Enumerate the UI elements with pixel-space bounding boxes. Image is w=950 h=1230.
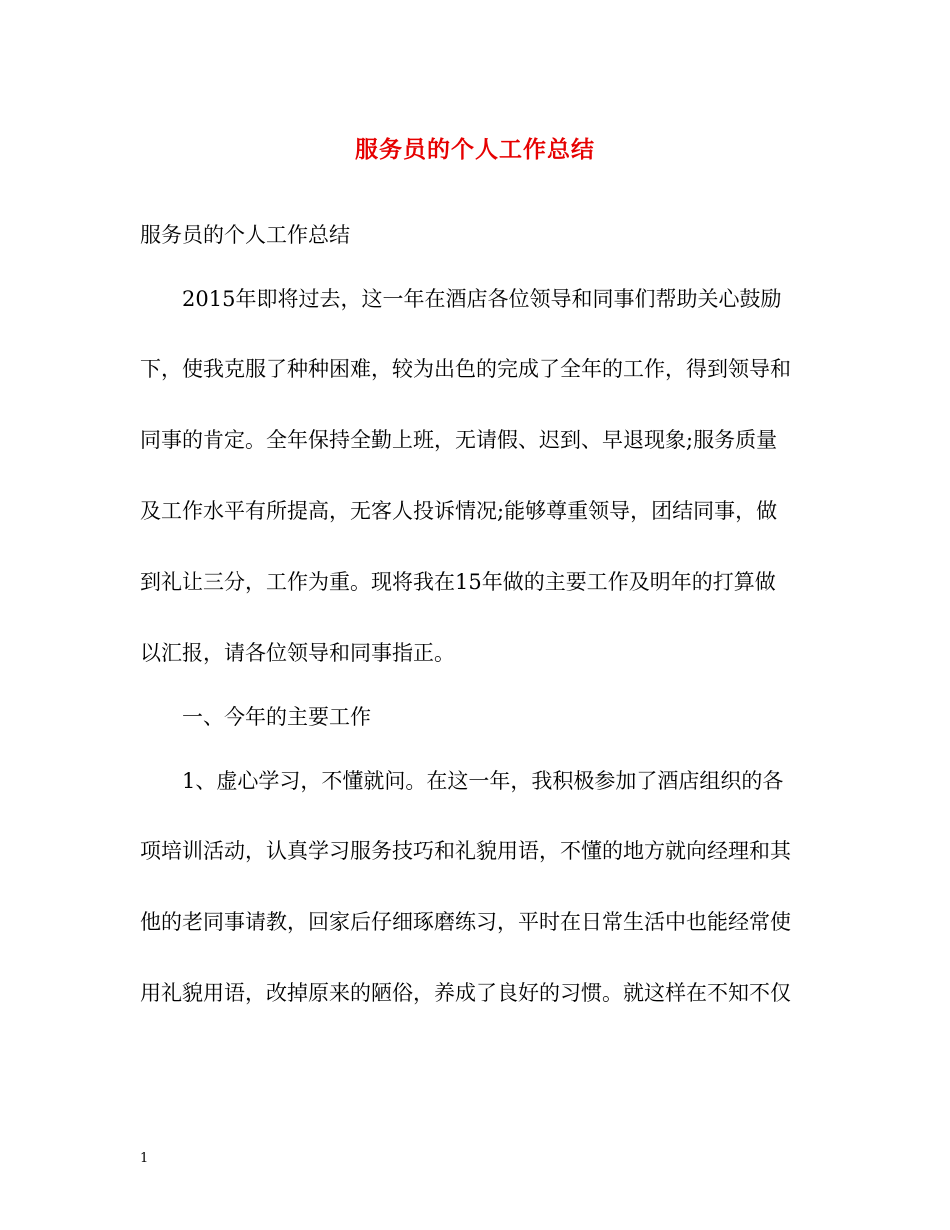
paragraph-line: 同事的肯定。全年保持全勤上班，无请假、迟到、早退现象;服务质量: [140, 428, 778, 452]
paragraph-line: 1、虚心学习，不懂就问。在这一年，我积极参加了酒店组织的各: [182, 769, 784, 793]
paragraph-line: 项培训活动，认真学习服务技巧和礼貌用语，不懂的地方就向经理和其: [140, 839, 791, 863]
paragraph-line: 及工作水平有所提高，无客人投诉情况;能够尊重领导，团结同事，做: [140, 499, 778, 523]
paragraph-line: 下，使我克服了种种困难，较为出色的完成了全年的工作，得到领导和: [140, 357, 791, 381]
document-title: 服务员的个人工作总结: [355, 136, 595, 163]
paragraph-line: 用礼貌用语，改掉原来的陋俗，养成了良好的习惯。就这样在不知不仅: [140, 981, 791, 1005]
paragraph-line: 2015年即将过去，这一年在酒店各位领导和同事们帮助关心鼓励: [182, 287, 782, 311]
paragraph-line: 到礼让三分，工作为重。现将我在15年做的主要工作及明年的打算做: [140, 570, 776, 594]
section-heading: 一、今年的主要工作: [182, 705, 371, 729]
paragraph-line: 他的老同事请教，回家后仔细琢磨练习，平时在日常生活中也能经常使: [140, 910, 791, 934]
document-subtitle: 服务员的个人工作总结: [140, 223, 350, 247]
paragraph-line: 以汇报，请各位领导和同事指正。: [140, 641, 455, 665]
page-number: 1: [140, 1151, 149, 1166]
